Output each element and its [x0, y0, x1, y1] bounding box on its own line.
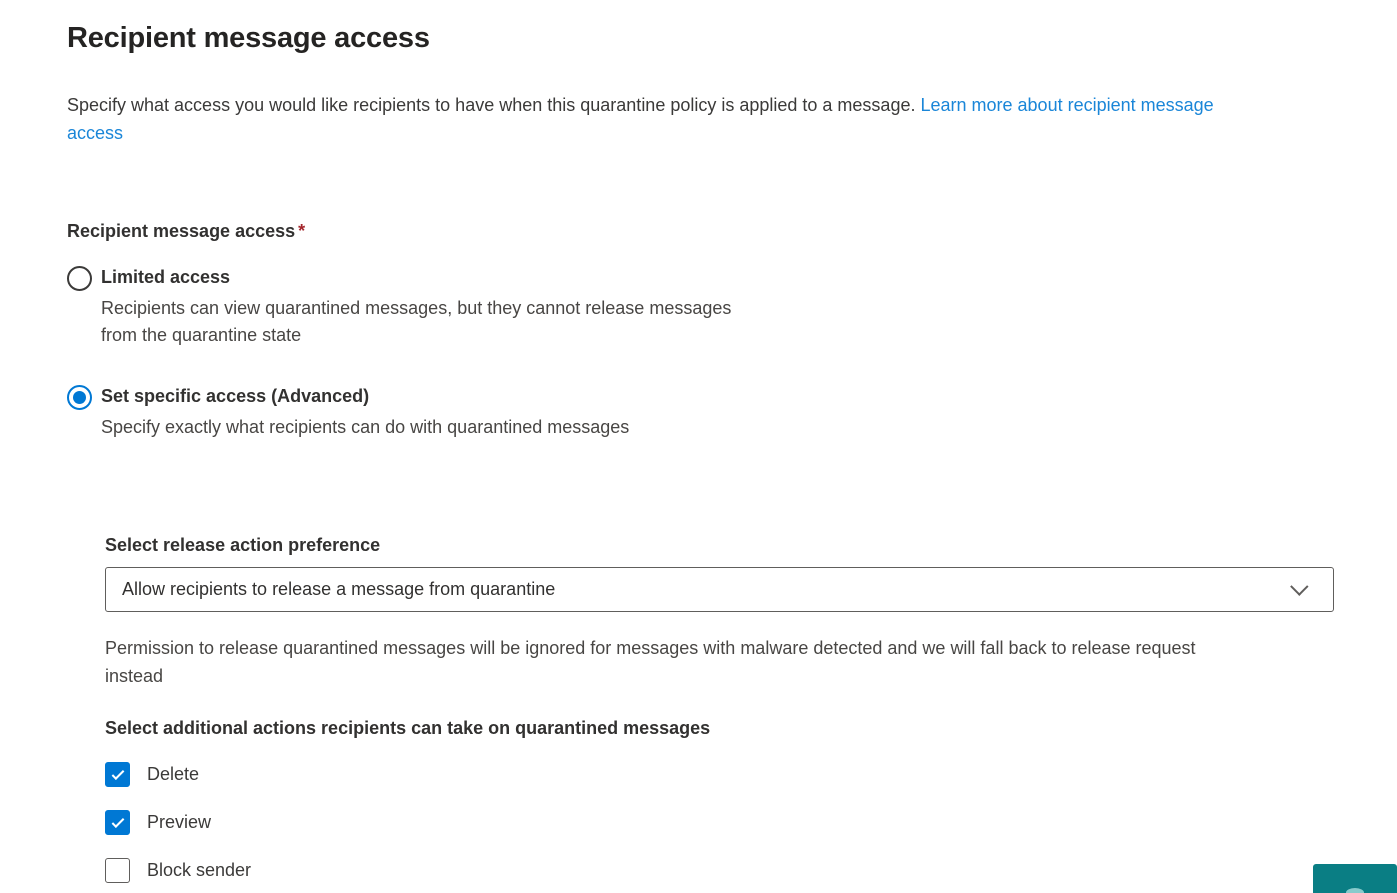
checkbox-row[interactable]: [105, 810, 1397, 835]
radio-option-label[interactable]: Limited access: [101, 267, 231, 287]
required-asterisk: *: [298, 221, 306, 241]
feedback-smiley-icon: [1346, 888, 1364, 893]
recipient-access-field-label: [67, 221, 1397, 242]
page-title: Recipient message access: [67, 22, 430, 54]
radio-option-label[interactable]: Set specific access (Advanced): [101, 386, 370, 406]
radio-icon[interactable]: [67, 266, 92, 291]
checkbox-row[interactable]: [105, 858, 1397, 883]
checkbox-label[interactable]: Preview: [147, 812, 212, 832]
checkbox-icon[interactable]: [105, 810, 130, 835]
checkbox-row[interactable]: [105, 762, 1397, 787]
radio-option[interactable]: [67, 265, 1397, 349]
advanced-access-subsection: [105, 535, 1397, 883]
checkbox-label[interactable]: Delete: [147, 764, 200, 784]
radio-dot-icon: [73, 391, 86, 404]
chevron-down-icon: [1290, 577, 1308, 595]
checkbox-label[interactable]: Block sender: [147, 860, 252, 880]
field-label-text: Recipient message access: [67, 221, 296, 241]
learn-more-link[interactable]: Learn more about recipient message access: [67, 95, 1214, 143]
radio-option-description: Recipients can view quarantined messages, but they cannot release messages from the quarantine state: [101, 298, 732, 345]
dropdown-selected-value: Allow recipients to release a message from quarantine: [122, 579, 556, 599]
release-permission-note: Permission to release quarantined messages will be ignored for messages with malware detected and we will fall back to release request instead: [105, 638, 1196, 686]
radio-option-description: Specify exactly what recipients can do with quarantined messages: [101, 417, 630, 437]
page-description: [67, 91, 1232, 147]
page-description-text: Specify what access you would like recipients to have when this quarantine policy is applied to a message.: [67, 95, 921, 115]
radio-icon[interactable]: [67, 385, 92, 410]
radio-option-content: [101, 384, 629, 441]
checkbox-icon[interactable]: [105, 762, 130, 787]
release-action-dropdown[interactable]: [105, 567, 1334, 612]
additional-actions-label: Select additional actions recipients can take on quarantined messages: [105, 718, 711, 738]
checkmark-icon: [111, 767, 124, 780]
feedback-button[interactable]: [1313, 864, 1397, 893]
release-action-label: Select release action preference: [105, 535, 381, 555]
radio-option-content: [101, 265, 751, 349]
checkmark-icon: [111, 815, 124, 828]
checkbox-icon[interactable]: [105, 858, 130, 883]
radio-option[interactable]: [67, 384, 1397, 441]
